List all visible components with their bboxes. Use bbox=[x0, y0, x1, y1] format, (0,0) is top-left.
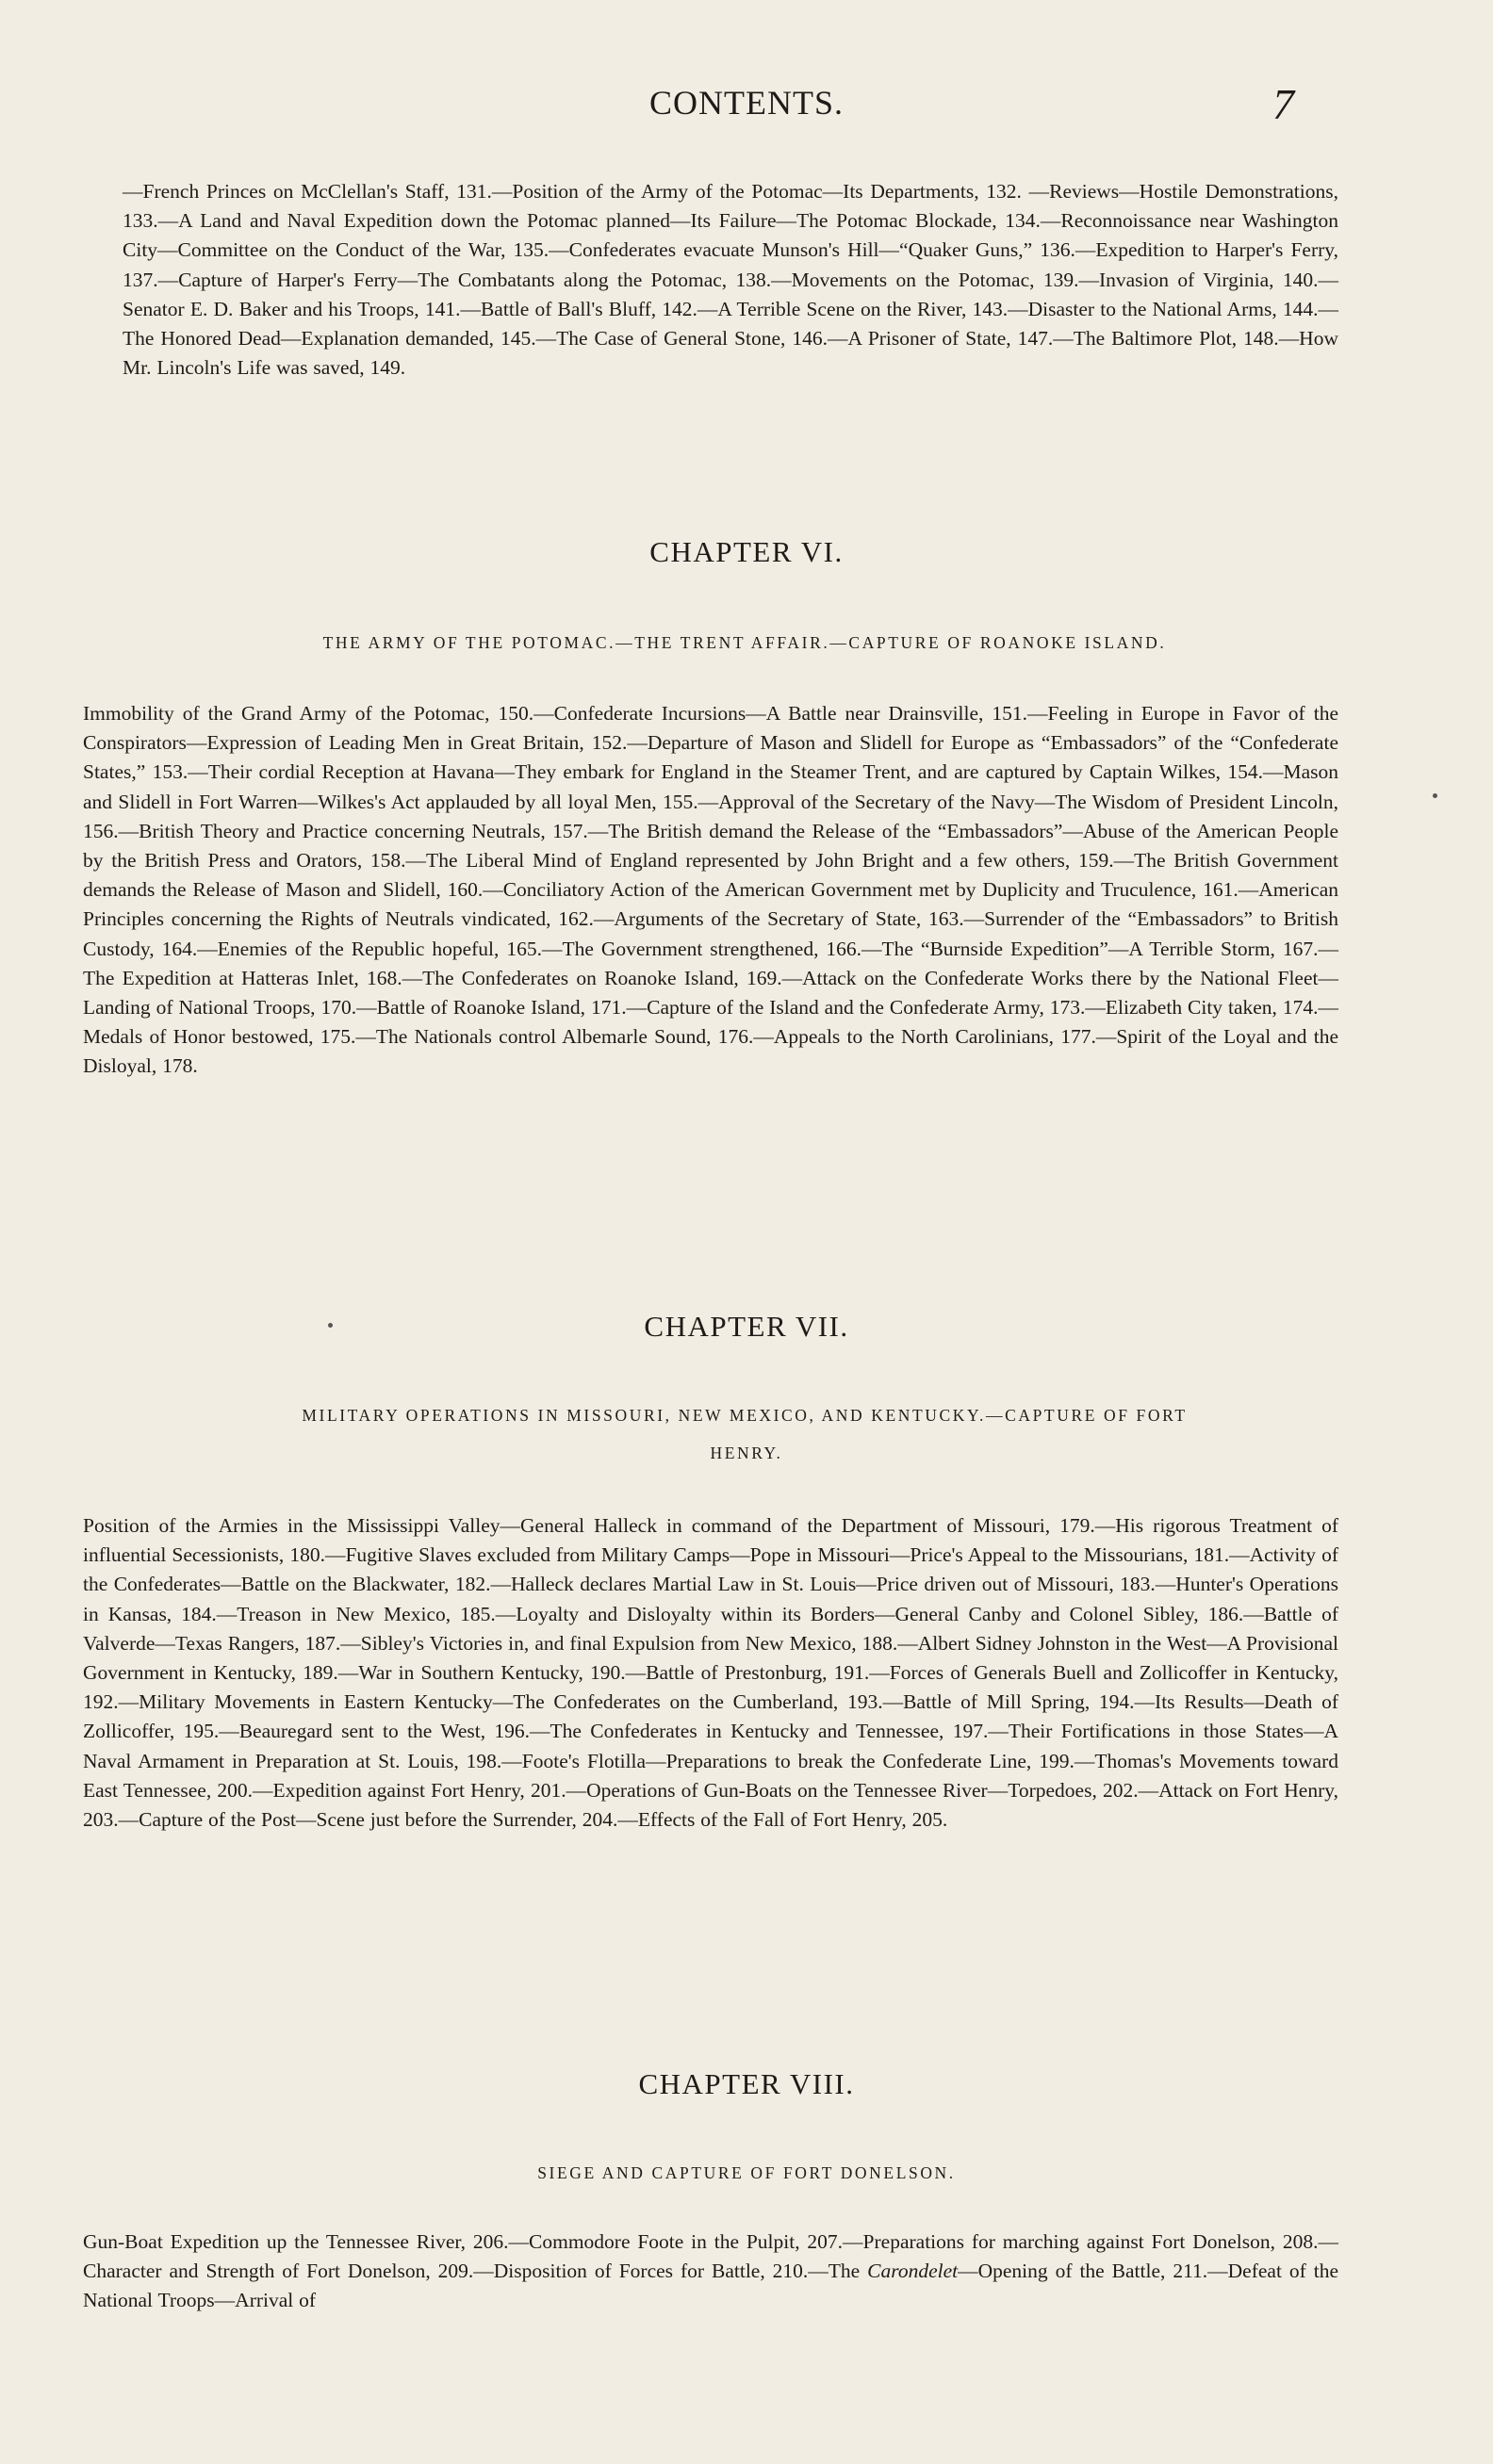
chapter-vi-heading: CHAPTER VI. bbox=[649, 535, 844, 568]
chapter-vii-subtitle-line-1: MILITARY OPERATIONS IN MISSOURI, NEW MEXICO, AND KENTUCKY.—CAPTURE OF FORT bbox=[302, 1406, 1188, 1425]
ship-name-carondelet: Carondelet bbox=[867, 2260, 959, 2283]
chapter-vi-subtitle: THE ARMY OF THE POTOMAC.—THE TRENT AFFAIR.—CAPTURE OF ROANOKE ISLAND. bbox=[322, 633, 1167, 652]
chapter-vii-heading: CHAPTER VII. bbox=[644, 1310, 849, 1343]
chapter-viii-subtitle: SIEGE AND CAPTURE OF FORT DONELSON. bbox=[537, 2163, 956, 2182]
chapter-vii-subtitle-line-2: HENRY. bbox=[710, 1444, 783, 1462]
page-number: 7 bbox=[1272, 80, 1294, 128]
chapter-viii-summary-text-2: —Opening of the Battle, 211.—Defeat of the National Troops—Arrival of bbox=[83, 2260, 1338, 2312]
chapter-vii-summary: Position of the Armies in the Mississippi Valley—General Halleck in command of the Department of Missouri, 179.—His rigorous Treatment of influential Secessionists, 180.—Fugitive Slaves excluded from Military Camps—Pope in Missouri—Price's Appeal to the Missourians, 181.—Activity of the Confederates—Battle on the Blackwater, 182.—Halleck declares Martial Law in St. Louis—Price driven out of Missouri, 183.—Hunter's Operations in Kansas, 184.—Treason in New Mexico, 185.—Loyalty and Disloyalty within its Borders—General Canby and Colonel Sibley, 186.—Battle of Valverde—Texas Rangers, 187.—Sibley's Victories in, and final Expulsion from New Mexico, 188.—Albert Sidney Johnston in the West—A Provisional Government in Kentucky, 189.—War in Southern Kentucky, 190.—Battle of Prestonburg, 191.—Forces of Generals Buell and Zollicoffer in Kentucky, 192.—Military Movements in Eastern Kentucky—The Confederates on the Cumberland, 193.—Battle of Mill Spring, 194.—Its Results—Death of Zollicoffer, 195.—Beauregard sent to the West, 196.—The Confederates in Kentucky and Tennessee, 197.—Their Fortifications in those States—A Naval Armament in Preparation at St. Louis, 198.—Foote's Flotilla—Preparations to break the Confederate Line, 199.—Thomas's Movements toward East Tennessee, 200.—Expedition against Fort Henry, 201.—Operations of Gun-Boats on the Tennessee River—Torpedoes, 202.—Attack on Fort Henry, 203.—Capture of the Post—Scene just before the Surrender, 204.—Effects of the Fall of Fort Henry, 205. bbox=[83, 1514, 1338, 1832]
chapter-viii-summary bbox=[83, 2227, 1338, 2316]
margin-speck bbox=[1433, 793, 1437, 798]
chapter-viii-heading: CHAPTER VIII. bbox=[638, 2067, 855, 2100]
running-title: CONTENTS. bbox=[649, 84, 844, 122]
chapter-v-continuation: —French Princes on McClellan's Staff, 131.—Position of the Army of the Potomac—Its Departments, 132. —Reviews—Hostile Demonstrations, 133.—A Land and Naval Expedition down the Potomac planned—Its Failure—The Potomac Blockade, 134.—Reconnoissance near Washington City—Committee on the Conduct of the War, 135.—Confederates evacuate Munson's Hill—“Quaker Guns,” 136.—Expedition to Harper's Ferry, 137.—Capture of Harper's Ferry—The Combatants along the Potomac, 138.—Movements on the Potomac, 139.—Invasion of Virginia, 140.—Senator E. D. Baker and his Troops, 141.—Battle of Ball's Bluff, 142.—A Terrible Scene on the River, 143.—Disaster to the National Arms, 144.—The Honored Dead—Explanation demanded, 145.—The Case of General Stone, 146.—A Prisoner of State, 147.—The Baltimore Plot, 148.—How Mr. Lincoln's Life was saved, 149. bbox=[123, 180, 1338, 380]
chapter-vi-summary: Immobility of the Grand Army of the Potomac, 150.—Confederate Incursions—A Battle near Drainsville, 151.—Feeling in Europe in Favor of the Conspirators—Expression of Leading Men in Great Britain, 152.—Departure of Mason and Slidell for Europe as “Embassadors” of the “Confederate States,” 153.—Their cordial Reception at Havana—They embark for England in the Steamer Trent, and are captured by Captain Wilkes, 154.—Mason and Slidell in Fort Warren—Wilkes's Act applauded by all loyal Men, 155.—Approval of the Secretary of the Navy—The Wisdom of President Lincoln, 156.—British Theory and Practice concerning Neutrals, 157.—The British demand the Release of the “Embassadors”—Abuse of the American People by the British Press and Orators, 158.—The Liberal Mind of England represented by John Bright and a few others, 159.—The British Government demands the Release of Mason and Slidell, 160.—Conciliatory Action of the American Government met by Duplicity and Truculence, 161.—American Principles concerning the Rights of Neutrals vindicated, 162.—Arguments of the Secretary of State, 163.—Surrender of the “Embassadors” to British Custody, 164.—Enemies of the Republic hopeful, 165.—The Government strengthened, 166.—The “Burnside Expedition”—A Terrible Storm, 167.—The Expedition at Hatteras Inlet, 168.—The Confederates on Roanoke Island, 169.—Attack on the Confederate Works there by the National Fleet—Landing of National Troops, 170.—Battle of Roanoke Island, 171.—Capture of the Island and the Confederate Army, 173.—Elizabeth City taken, 174.—Medals of Honor bestowed, 175.—The Nationals control Albemarle Sound, 176.—Appeals to the North Carolinians, 177.—Spirit of the Loyal and the Disloyal, 178. bbox=[83, 702, 1338, 1078]
page-speck bbox=[328, 1323, 333, 1328]
chapter-viii-summary-text-1: Gun-Boat Expedition up the Tennessee River, 206.—Commodore Foote in the Pulpit, 207.—Preparations for marching against Fort Donelson, 208.—Character and Strength of Fort Donelson, 209.—Disposition of Forces for Battle, 210.—The bbox=[83, 2230, 1338, 2283]
